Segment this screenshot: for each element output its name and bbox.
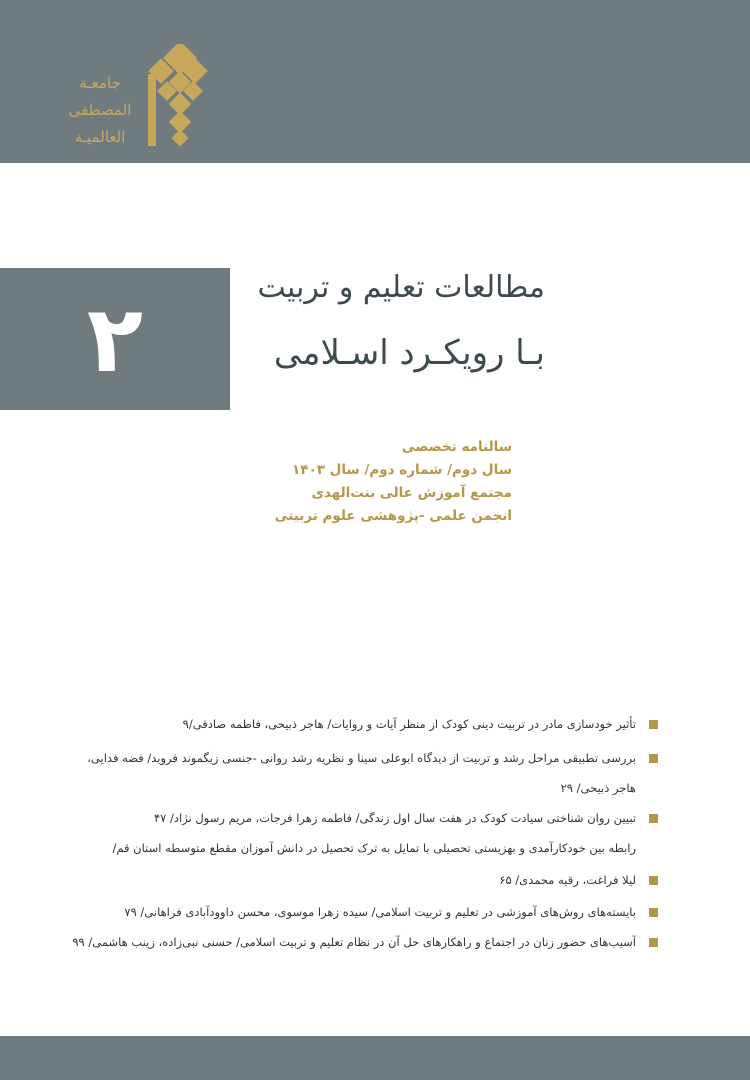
toc-entry (108, 868, 636, 892)
journal-info-issue: سال دوم/ شماره دوم/ سال ۱۴۰۳ (291, 462, 512, 478)
toc-text: آسیب‌های حضور زنان در اجتماع و راهکارهای حل آن در نظام تعلیم و تربیت اسلامی/ حسنی نبی‌زاده، زینب هاشمی/ ۹۹ (72, 935, 636, 949)
square-bullet-icon (649, 754, 658, 763)
square-bullet-icon (649, 908, 658, 917)
journal-info-society: انجمن علمی -پژوهشی علوم تربیتی (274, 508, 512, 524)
logo-text (64, 70, 136, 151)
toc-entry (72, 930, 636, 954)
toc-entry (87, 746, 636, 800)
toc-entry (108, 712, 636, 736)
issue-number: ۲ (86, 285, 144, 393)
square-bullet-icon (649, 876, 658, 885)
toc-text: تبیین روان شناختی سیادت کودک در هفت سال اول زندگی/ فاطمه زهرا فرجات، مریم رسول نژاد/ ۴۷ (154, 811, 636, 825)
logo-line: المصطفى (68, 101, 132, 119)
toc-entry (108, 836, 636, 860)
toc-text: هاجر ذبیحی/ ۲۹ (560, 781, 636, 795)
footer-band (0, 1036, 750, 1080)
toc-entry (108, 806, 636, 830)
logo-line: العالميـة (74, 128, 126, 146)
journal-info-type: سالنامه تخصصی (401, 439, 512, 455)
journal-info (212, 436, 512, 528)
table-of-contents (72, 712, 636, 954)
logo-emblem-icon (146, 44, 210, 152)
journal-title-line1: مطالعات تعلیم و تربیت (257, 270, 545, 305)
toc-text: لیلا فراغت، رقیه محمدی/ ۶۵ (499, 873, 636, 887)
toc-text: رابطه بین خودکارآمدی و بهزیستی تحصیلی با تمایل به ترک تحصیل در دانش آموزان مقطع متوسطه استان قم/ (112, 841, 636, 855)
journal-info-institute: مجتمع آموزش عالی بنت‌الهدی (311, 485, 512, 501)
toc-entry (108, 900, 636, 924)
university-logo (64, 44, 224, 156)
square-bullet-icon (649, 814, 658, 823)
toc-text: بررسی تطبیقی مراحل رشد و تربیت از دیدگاه ابوعلی سینا و نظریه رشد روانی -جنسی زیگموند فروید/ فضه فدایی، (87, 751, 636, 765)
square-bullet-icon (649, 720, 658, 729)
square-bullet-icon (649, 938, 658, 947)
toc-text: تأثیر خودسازی مادر در تربیت دینی کودک از منظر آیات و روایات/ هاجر ذبیحی، فاطمه صادقی/۹ (182, 717, 636, 731)
toc-text: بایسته‌های روش‌های آموزشی در تعلیم و تربیت اسلامی/ سیده زهرا موسوی، محسن داوودآبادی فراهانی/ ۷۹ (124, 905, 636, 919)
journal-title-line2: بـا رویکـرد اسـلامی (273, 333, 545, 373)
logo-line: جامعـة (79, 74, 121, 92)
